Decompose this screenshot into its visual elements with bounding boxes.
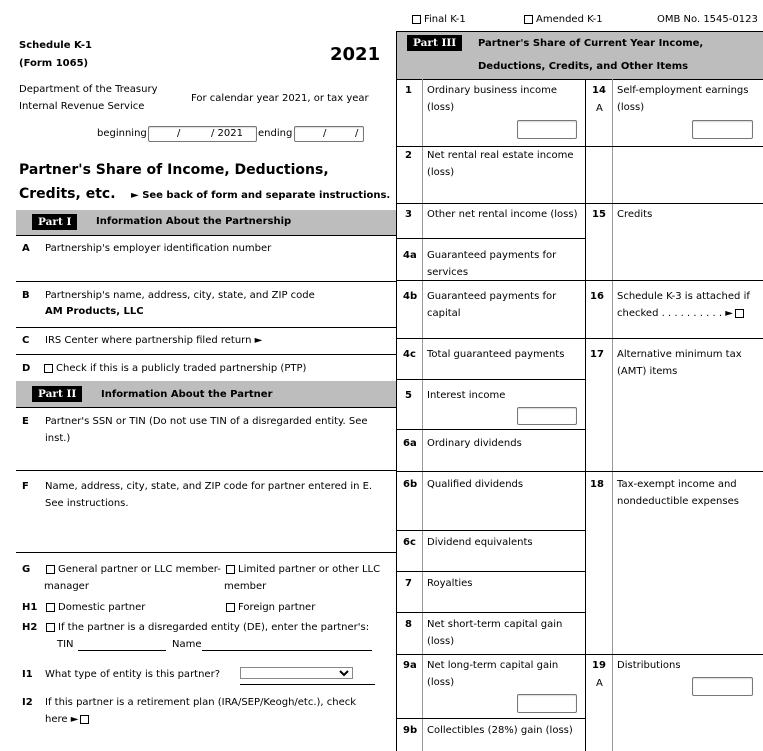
divider [585, 146, 763, 147]
line-number: 2 [405, 150, 412, 161]
line6a-label: Ordinary dividends [427, 438, 522, 449]
line-number: 18 [590, 479, 604, 490]
omb-number: OMB No. 1545-0123 [657, 14, 758, 25]
line-letter: D [22, 363, 31, 374]
line4a-label: Guaranteed payments for services [427, 250, 557, 278]
divider [396, 571, 586, 572]
foreign-partner-checkbox[interactable] [226, 603, 235, 612]
limited-partner-label: Limited partner or other LLC member [224, 564, 381, 592]
k3-attached-checkbox[interactable] [735, 309, 744, 318]
disregarded-entity-checkbox[interactable] [46, 623, 55, 632]
amended-k1-checkbox[interactable] [524, 15, 533, 24]
divider [16, 407, 396, 408]
arrow-right-icon: ► [254, 335, 263, 346]
part3-label: Part III [407, 35, 462, 51]
line16-row[interactable] [617, 288, 755, 322]
line5-label: Interest income [427, 390, 506, 401]
calendar-year-text: For calendar year 2021, or tax year [191, 93, 369, 104]
general-partner-row[interactable] [44, 561, 224, 595]
divider [585, 203, 763, 204]
line-number: 9a [403, 660, 417, 671]
divider [585, 471, 763, 472]
divider [585, 654, 763, 655]
line-number: 9b [403, 725, 418, 736]
divider [396, 79, 763, 80]
ptp-checkbox-row[interactable] [42, 363, 306, 374]
retirement-plan-checkbox[interactable] [80, 715, 89, 724]
ending-label: ending [258, 128, 293, 139]
form-title-line1: Partner's Share of Income, Deductions, [19, 162, 329, 178]
line-letter: A [22, 243, 30, 254]
divider [396, 379, 586, 380]
line15-label: Credits [617, 209, 653, 220]
line-letter: G [22, 564, 31, 575]
part2-label: Part II [32, 386, 82, 402]
entity-type-label: What type of entity is this partner? [45, 669, 221, 680]
date-separator: / [323, 128, 327, 139]
divider [16, 354, 396, 355]
domestic-partner-label: Domestic partner [58, 602, 146, 613]
limited-partner-checkbox[interactable] [226, 565, 235, 574]
limited-partner-row[interactable] [224, 561, 384, 595]
line-e-label: Partner's SSN or TIN (Do not use TIN of a disregarded entity. See inst.) [45, 416, 368, 444]
line-number: 7 [405, 578, 412, 589]
line-letter: B [22, 290, 30, 301]
entity-type-select[interactable] [240, 667, 353, 679]
line-number: 4c [403, 349, 416, 360]
line14-label: Self-employment earnings (loss) [617, 85, 749, 113]
retirement-plan-label: If this partner is a retirement plan (IRA/SEP/Keogh/etc.), check here [45, 697, 357, 725]
divider [396, 654, 586, 655]
line4c-label: Total guaranteed payments [427, 349, 565, 360]
general-partner-label: General partner or LLC member-manager [44, 564, 221, 592]
line-number: 1 [405, 85, 412, 96]
divider [16, 470, 396, 471]
line4b-label: Guaranteed payments for capital [427, 291, 557, 319]
part3-title-line2: Deductions, Credits, and Other Items [478, 61, 689, 72]
divider [396, 612, 586, 613]
line5-amount-field[interactable] [517, 407, 577, 425]
divider [585, 280, 763, 281]
divider [396, 238, 586, 239]
date-separator: / [177, 128, 181, 139]
line3-label: Other net rental income (loss) [427, 209, 578, 220]
divider [16, 327, 396, 328]
line9a-amount-field[interactable] [517, 694, 577, 713]
beginning-date-field[interactable] [148, 126, 257, 142]
line-number: 6b [403, 479, 418, 490]
line2-label: Net rental real estate income (loss) [427, 150, 574, 178]
line-letter: H1 [22, 602, 38, 613]
line-letter: F [22, 481, 29, 492]
irs-center-text: IRS Center where partnership filed return [45, 335, 252, 346]
line-sub-code: A [596, 103, 603, 114]
line-number: 19 [592, 660, 606, 671]
ptp-label: Check if this is a publicly traded partnership (PTP) [56, 363, 307, 374]
see-back-text: See back of form and separate instructions. [142, 190, 391, 201]
tin-label: TIN [57, 639, 74, 650]
final-k1-checkbox[interactable] [412, 15, 421, 24]
line-b-label: Partnership's name, address, city, state, and ZIP code [45, 290, 315, 301]
line6c-label: Dividend equivalents [427, 537, 533, 548]
final-k1-checkbox-row[interactable] [410, 14, 466, 25]
line1-label: Ordinary business income (loss) [427, 85, 557, 113]
tax-year: 2021 [330, 44, 381, 65]
line-c-label [45, 335, 262, 346]
line6b-label: Qualified dividends [427, 479, 524, 490]
line-sub-code: A [596, 678, 603, 689]
arrow-right-icon: ► [131, 190, 139, 201]
part1-label: Part I [32, 214, 77, 230]
line-letter: I1 [22, 669, 33, 680]
part1-title: Information About the Partnership [96, 216, 292, 227]
irs-label: Internal Revenue Service [19, 101, 145, 112]
divider [396, 530, 586, 531]
domestic-partner-row[interactable] [44, 602, 145, 613]
amended-k1-checkbox-row[interactable] [522, 14, 603, 25]
schedule-title: Schedule K-1 [19, 40, 92, 51]
disregarded-entity-row[interactable] [44, 622, 369, 633]
line18-label: Tax-exempt income and nondeductible expenses [617, 479, 739, 507]
beginning-year: / 2021 [211, 128, 243, 139]
name-label: Name [172, 639, 202, 650]
de-name-input[interactable] [202, 638, 372, 651]
line-f-label: Name, address, city, state, and ZIP code for partner entered in E. See instructions. [45, 481, 373, 509]
part2-title: Information About the Partner [101, 389, 273, 400]
divider [16, 552, 396, 553]
line19-label: Distributions [617, 660, 681, 671]
ptp-checkbox[interactable] [44, 364, 53, 373]
tin-input[interactable] [78, 638, 166, 651]
foreign-partner-row[interactable] [224, 602, 315, 613]
disregarded-entity-label: If the partner is a disregarded entity (DE), enter the partner's: [58, 622, 370, 633]
line-letter: I2 [22, 697, 33, 708]
line-number: 4a [403, 250, 417, 261]
divider [396, 718, 586, 719]
amended-k1-label: Amended K-1 [536, 14, 603, 25]
line-number: 17 [590, 349, 604, 360]
divider [396, 338, 586, 339]
part3-title-line1: Partner's Share of Current Year Income, [478, 38, 704, 49]
see-back-note [131, 190, 390, 201]
line-number: 3 [405, 209, 412, 220]
beginning-label: beginning [97, 128, 147, 139]
foreign-partner-label: Foreign partner [238, 602, 316, 613]
line-letter: C [22, 335, 30, 346]
form-title-line2: Credits, etc. [19, 186, 116, 202]
line9a-label: Net long-term capital gain (loss) [427, 660, 559, 688]
divider [396, 471, 586, 472]
line-number: 15 [592, 209, 606, 220]
ending-date-field[interactable] [294, 126, 364, 142]
line-number: 6c [403, 537, 416, 548]
line-number: 8 [405, 619, 412, 630]
line-a-label: Partnership's employer identification number [45, 243, 272, 254]
domestic-partner-checkbox[interactable] [46, 603, 55, 612]
line1-amount-field[interactable] [517, 120, 577, 139]
divider [396, 31, 397, 751]
final-k1-label: Final K-1 [424, 14, 466, 25]
line-letter: H2 [22, 622, 38, 633]
line14-amount-field[interactable] [692, 120, 753, 139]
partnership-name-value: AM Products, LLC [45, 306, 144, 317]
line-number: 14 [592, 85, 606, 96]
line19-amount-field[interactable] [692, 677, 753, 696]
dept-treasury: Department of the Treasury [19, 84, 158, 95]
arrow-right-icon: ► [70, 714, 79, 725]
line7-label: Royalties [427, 578, 473, 589]
line8-label: Net short-term capital gain (loss) [427, 619, 563, 647]
line-letter: E [22, 416, 29, 427]
line-number: 5 [405, 390, 412, 401]
line17-label: Alternative minimum tax (AMT) items [617, 349, 742, 377]
divider [16, 235, 396, 236]
line-number: 16 [590, 291, 604, 302]
line-number: 6a [403, 438, 417, 449]
date-separator: / [355, 128, 359, 139]
form-number: (Form 1065) [19, 58, 89, 69]
divider [585, 79, 586, 751]
general-partner-checkbox[interactable] [46, 565, 55, 574]
divider [585, 338, 763, 339]
line-number: 4b [403, 291, 418, 302]
divider [16, 281, 396, 282]
arrow-right-icon: ► [725, 308, 733, 319]
line9b-label: Collectibles (28%) gain (loss) [427, 725, 573, 736]
divider [396, 203, 586, 204]
divider [422, 79, 423, 751]
divider [612, 79, 613, 751]
retirement-plan-row[interactable] [45, 694, 375, 728]
line16-label: Schedule K-3 is attached if checked . . . . . . . . . . [617, 291, 750, 319]
divider [240, 684, 375, 685]
divider [396, 429, 586, 430]
